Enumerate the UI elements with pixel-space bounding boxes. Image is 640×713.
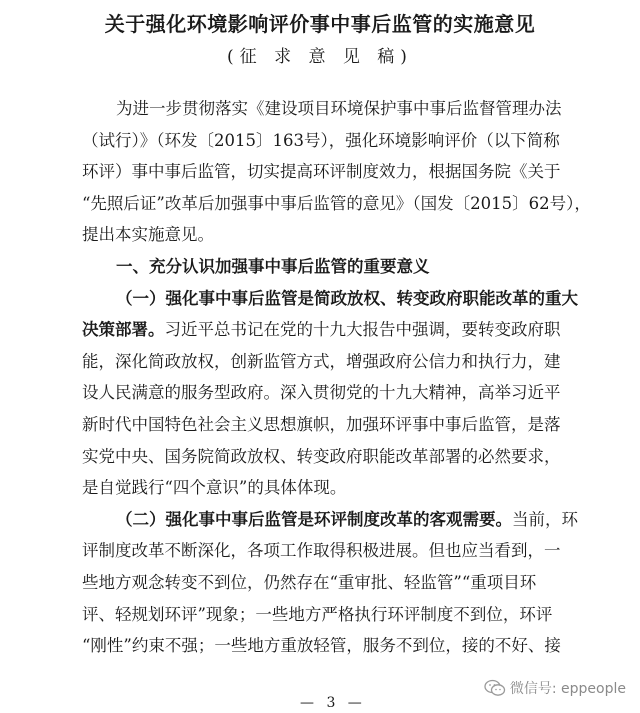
section-heading: （二）强化事中事后监管是环评制度改革的客观需要。: [116, 509, 512, 529]
wechat-icon: [484, 679, 506, 697]
body-line: [82, 472, 582, 504]
body-line: [82, 630, 582, 662]
body-line: [82, 314, 582, 346]
body-text-segment: 新时代中国特色社会主义思想旗帜，加强环评事中事后监管，是落: [82, 414, 561, 434]
body-text-segment: 习近平总书记在党的十九大报告中强调，要转变政府职: [164, 320, 561, 340]
body-text-segment: 当前，环: [512, 509, 578, 529]
body-text-segment: 评制度改革不断深化，各项工作取得积极进展。但也应当看到，一: [82, 541, 561, 561]
document-title: 关于强化环境影响评价事中事后监管的实施意见: [104, 12, 536, 36]
body-text-segment: 实党中央、国务院简政放权、转变政府职能改革部署的必然要求，: [82, 446, 561, 466]
document-subtitle: (征 求 意 见 稿): [227, 47, 413, 67]
body-line: [82, 409, 582, 441]
section-heading: （一）强化事中事后监管是简政放权、转变政府职能改革的重大: [116, 288, 578, 308]
watermark-text: 微信号: eppeople: [509, 681, 626, 697]
body-line: [82, 251, 582, 283]
section-heading: 一、充分认识加强事中事后监管的重要意义: [116, 256, 430, 276]
body-text-segment: 评、轻规划环评”现象；一些地方严格执行环评制度不到位，环评: [82, 604, 553, 624]
body-text-segment: （试行）》（环发〔2015〕163号），强化环境影响评价（以下简称: [82, 130, 560, 150]
body-line: [82, 441, 582, 473]
body-line: [82, 599, 582, 631]
body-line: [82, 93, 582, 125]
body-line: [82, 125, 582, 157]
section-heading: 决策部署。: [82, 320, 165, 340]
body-text-segment: 环评）事中事后监管，切实提高环评制度效力，根据国务院《关于: [82, 162, 561, 182]
body-line: [82, 346, 582, 378]
body-line: [82, 219, 582, 251]
body-text-segment: “刚性”约束不强；一些地方重放轻管，服务不到位，接的不好、接: [82, 636, 561, 656]
body-line: [82, 377, 582, 409]
body-line: [82, 535, 582, 567]
page-number: — 3 —: [300, 695, 366, 711]
body-line: [82, 283, 582, 315]
body-line: [82, 188, 591, 220]
wechat-watermark: [484, 678, 626, 698]
body-line: [82, 504, 582, 536]
body-text-segment: 是自觉践行“四个意识”的具体体现。: [82, 478, 347, 498]
body-text-segment: 设人民满意的服务型政府。深入贯彻党的十九大精神，高举习近平: [82, 383, 561, 403]
body-text-segment: 些地方观念转变不到位，仍然存在“重审批、轻监管”“重项目环: [82, 572, 537, 592]
body-line: [82, 156, 582, 188]
body-text-segment: 为进一步贯彻落实《建设项目环境保护事中事后监督管理办法: [116, 99, 562, 118]
body-text-segment: 能，深化简政放权，创新监管方式，增强政府公信力和执行力，建: [82, 351, 561, 371]
document-body: [82, 93, 591, 662]
body-text-segment: “先照后证”改革后加强事中事后监管的意见》（国发〔2015〕62号），: [82, 193, 591, 213]
body-text-segment: 提出本实施意见。: [82, 225, 214, 245]
body-line: [82, 567, 582, 599]
